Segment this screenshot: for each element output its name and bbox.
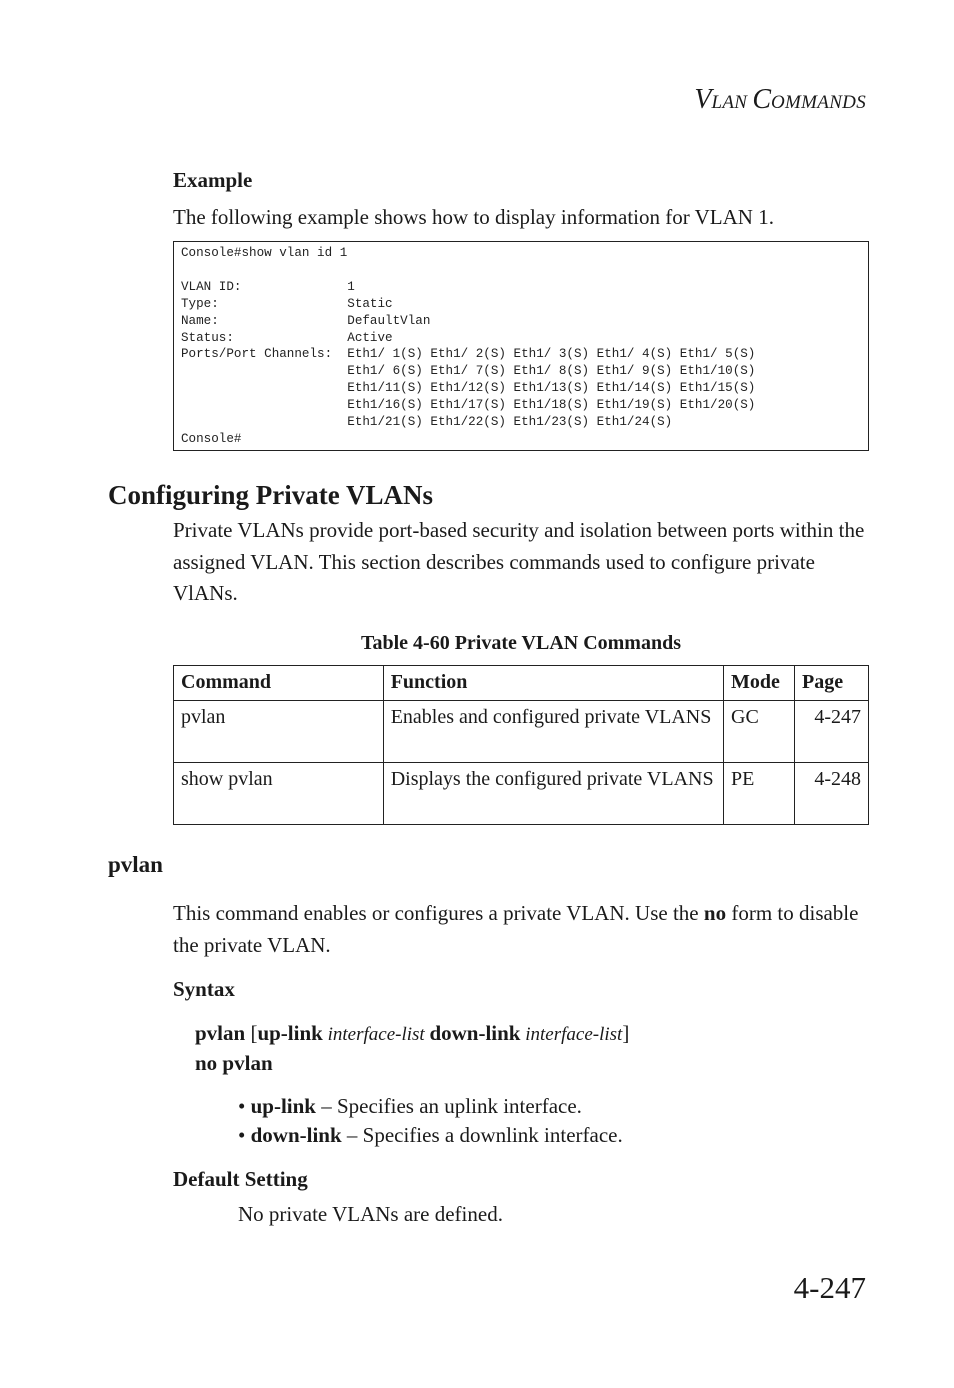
syntax-close-bracket: ] [622,1021,630,1045]
bullet-term: up-link [250,1094,316,1118]
pvlan-heading: pvlan [108,852,163,877]
cell-function: Enables and configured private VLANS [383,701,723,763]
header-function: Function [383,666,723,701]
default-setting-heading: Default Setting [173,1167,308,1191]
header-page: Page [795,666,869,701]
cell-page: 4-248 [795,763,869,825]
syntax-cmd: pvlan [195,1021,246,1045]
syntax-downlink-arg: interface-list [520,1024,623,1045]
default-setting-text: No private VLANs are defined. [238,1202,503,1226]
cell-command: pvlan [174,701,384,763]
bullet-term: down-link [250,1123,342,1147]
bullet-text: – Specifies a downlink interface. [341,1123,623,1147]
syntax-no-form: no pvlan [195,1051,273,1075]
pvlan-desc-end: form to disable the private VLAN. [173,901,859,957]
running-header-rest-lan: LAN [711,92,753,113]
bullet-text: – Specifies an uplink interface. [316,1094,582,1118]
table-header-row [174,666,869,701]
syntax-open-bracket: [ [245,1021,258,1045]
cell-mode: PE [724,763,795,825]
private-vlan-commands-table [173,665,869,825]
running-header-rest-ommands: OMMANDS [771,92,866,113]
section-title: Configuring Private VLANs [108,480,434,510]
example-intro: The following example shows how to display information for VLAN 1. [173,205,774,229]
syntax-line [195,1021,629,1046]
section-intro: Private VLANs provide port-based security and isolation between ports within the assigned VLAN. This section describes commands used to configure private VlANs. [173,518,865,605]
cell-page: 4-247 [795,701,869,763]
running-header [600,84,866,116]
table-caption: Table 4-60 Private VLAN Commands [360,632,681,654]
console-output: Console#show vlan id 1 VLAN ID: 1 Type: Static Name: DefaultVlan Status: Active Ports/Port Channels: Eth1/ 1(S) Eth1/ 2(S) Eth1/ 3(S) Eth1/ 4(S) Eth1/ 5(S) Eth1/ 6(S) Eth1/ 7(S) Eth1/ 8(S) Eth1/ 9(S) Eth1/10(S) Eth1/11(S) Eth1/12(S) Eth1/13(S) Eth1/14(S) Eth1/15(S) Eth1/16(S) Eth1/17(S) Eth1/18(S) Eth1/19(S) Eth1/20(S) Eth1/21(S) Eth1/22(S) Eth1/23(S) Eth1/24(S) Console# [181,246,756,446]
syntax-uplink-keyword: up-link [257,1021,323,1045]
syntax-uplink-arg: interface-list [322,1024,430,1045]
bullet-downlink [238,1123,623,1148]
cell-command: show pvlan [174,763,384,825]
syntax-heading: Syntax [173,977,235,1001]
table-row [174,701,869,763]
pvlan-desc-start: This command enables or configures a private VLAN. Use the [173,901,704,925]
bullet-marker: • [238,1123,246,1147]
pvlan-desc-no-keyword: no [703,901,727,925]
running-header-cap-c: C [752,84,772,115]
page-number: 4-247 [793,1270,866,1305]
syntax-downlink-keyword: down-link [429,1021,521,1045]
running-header-cap-v: V [694,84,712,115]
table-row [174,763,869,825]
bullet-marker: • [238,1094,246,1118]
cell-mode: GC [724,701,795,763]
pvlan-description [173,898,873,961]
header-mode: Mode [724,666,795,701]
bullet-uplink [238,1094,582,1119]
example-heading: Example [173,168,253,192]
cell-function: Displays the configured private VLANS [383,763,723,825]
header-command: Command [174,666,384,701]
console-example-box [173,241,869,451]
